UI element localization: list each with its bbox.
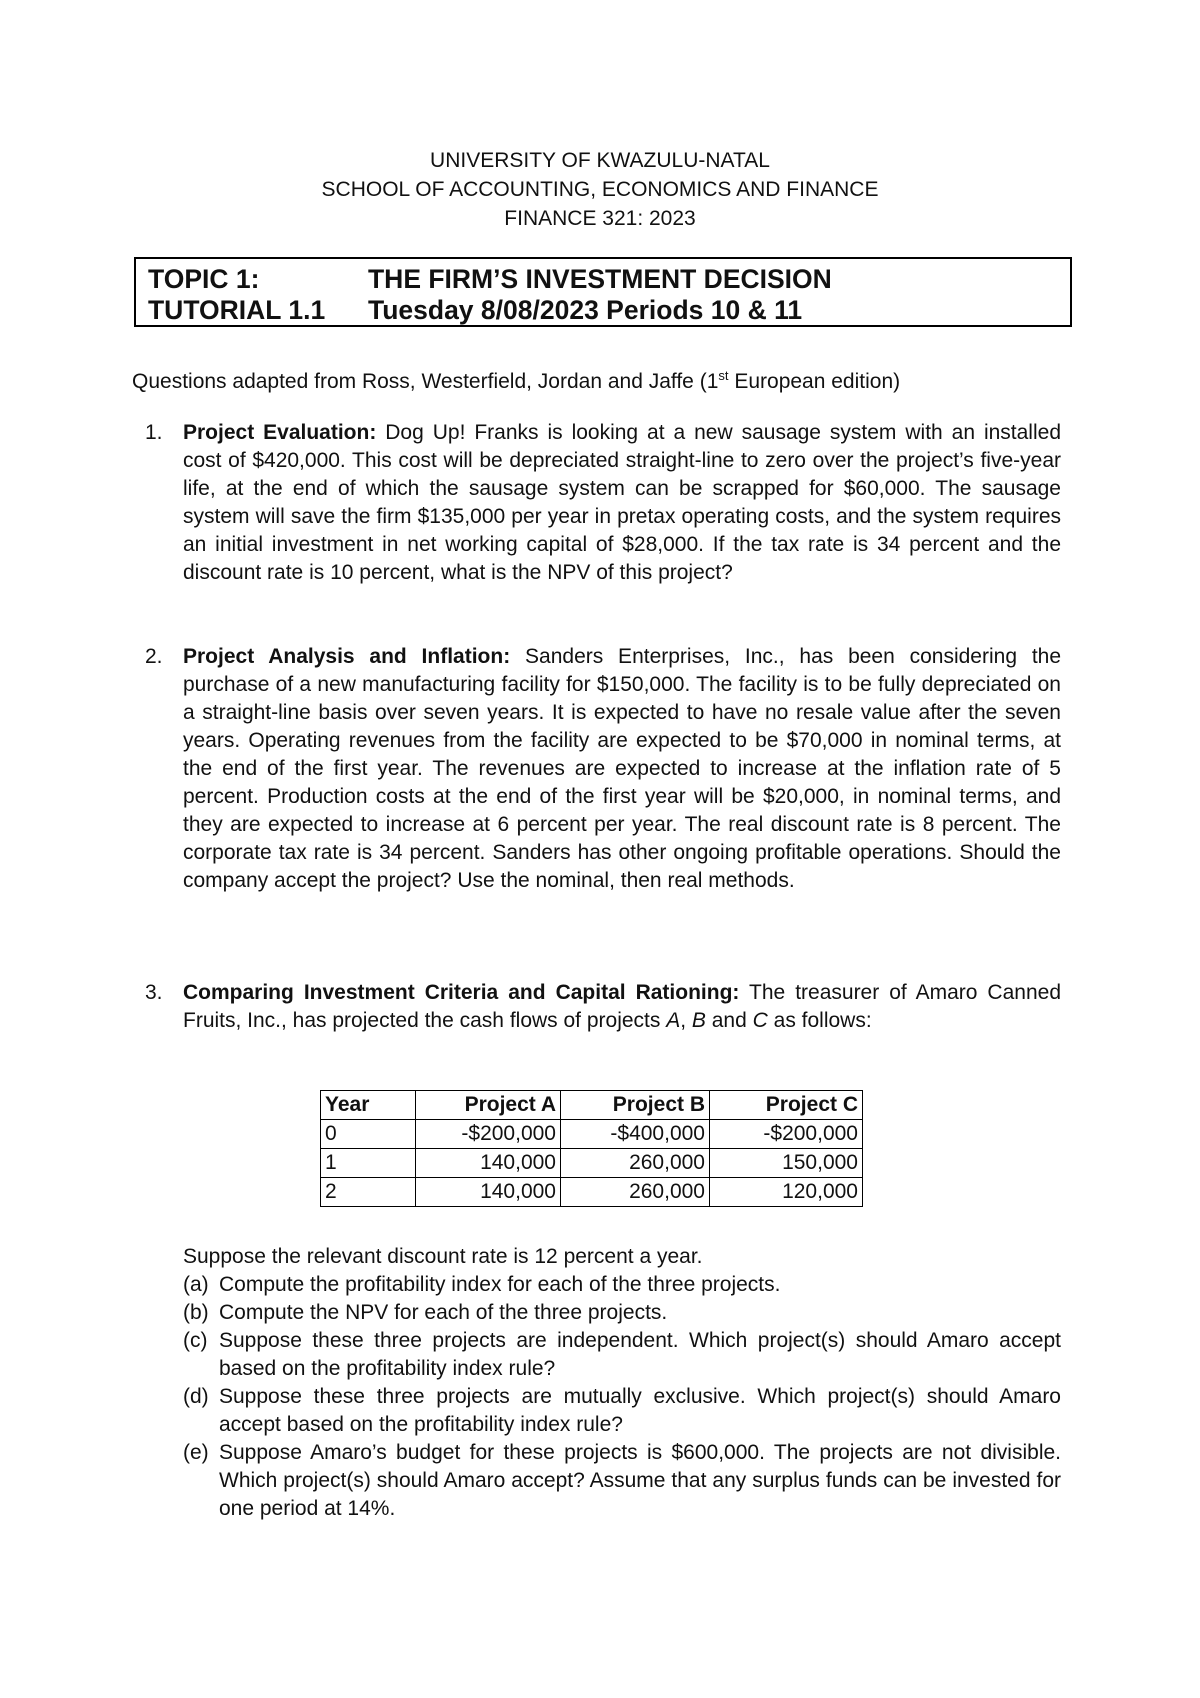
cell-project-c: -$200,000 bbox=[710, 1120, 863, 1149]
cell-project-b: 260,000 bbox=[561, 1178, 710, 1207]
question-title: Project Evaluation: bbox=[183, 421, 377, 444]
question-body bbox=[183, 979, 1061, 1035]
header-project-b: Project B bbox=[561, 1091, 710, 1120]
cell-project-a: -$200,000 bbox=[416, 1120, 561, 1149]
question-text-end: as follows: bbox=[767, 1009, 872, 1032]
topic-box bbox=[134, 257, 1072, 327]
header-year: Year bbox=[321, 1091, 416, 1120]
question-body bbox=[183, 643, 1061, 895]
cell-project-a: 140,000 bbox=[416, 1178, 561, 1207]
question-2 bbox=[145, 643, 1061, 895]
cell-year: 2 bbox=[321, 1178, 416, 1207]
project-b-ref: B bbox=[691, 1009, 706, 1032]
topic-title: THE FIRM’S INVESTMENT DECISION bbox=[368, 264, 832, 294]
question-3-parts bbox=[183, 1243, 1061, 1523]
topic-label: TOPIC 1: bbox=[148, 264, 260, 294]
school-name: SCHOOL OF ACCOUNTING, ECONOMICS AND FINANCE bbox=[321, 178, 879, 201]
part-text: Suppose Amaro’s budget for these projects is $600,000. The projects are not divisible. Which project(s) should Amaro accept? Assume that any surplus funds can be invested for one period at 14%. bbox=[219, 1441, 1061, 1520]
question-number: 2. bbox=[145, 645, 163, 668]
part-label: (a) bbox=[183, 1273, 209, 1296]
header-project-a: Project A bbox=[416, 1091, 561, 1120]
cash-flow-table bbox=[320, 1090, 863, 1207]
tutorial-row bbox=[148, 294, 802, 326]
part-e bbox=[183, 1439, 1061, 1523]
parts-intro: Suppose the relevant discount rate is 12 percent a year. bbox=[183, 1245, 703, 1268]
part-label: (b) bbox=[183, 1301, 209, 1324]
part-a bbox=[183, 1271, 1061, 1299]
project-c-ref: C bbox=[752, 1009, 768, 1032]
header-project-c: Project C bbox=[710, 1091, 863, 1120]
part-label: (e) bbox=[183, 1441, 209, 1464]
table-row bbox=[321, 1178, 863, 1207]
question-3 bbox=[145, 979, 1061, 1035]
part-label: (c) bbox=[183, 1329, 208, 1352]
question-body bbox=[183, 419, 1061, 587]
question-number: 3. bbox=[145, 981, 163, 1004]
topic-row bbox=[148, 263, 832, 295]
question-title: Comparing Investment Criteria and Capital Rationing: bbox=[183, 981, 740, 1004]
table-row bbox=[321, 1120, 863, 1149]
part-text: Suppose these three projects are mutually exclusive. Which project(s) should Amaro accept based on the profitability index rule? bbox=[219, 1385, 1061, 1436]
course-code: FINANCE 321: 2023 bbox=[504, 207, 696, 230]
cell-year: 1 bbox=[321, 1149, 416, 1178]
cell-project-c: 150,000 bbox=[710, 1149, 863, 1178]
part-label: (d) bbox=[183, 1385, 209, 1408]
question-text: Sanders Enterprises, Inc., has been considering the purchase of a new manufacturing facility for $150,000. The facility is to be fully depreciated on a straight-line basis over seven years. It is expected to have no resale value after the seven years. Operating revenues from the facility are expected to be $70,000 in nominal terms, at the end of the first year. The revenues are expected to increase at the inflation rate of 5 percent. Production costs at the end of the first year will be $20,000, in nominal terms, and they are expected to increase at 6 percent per year. The real discount rate is 8 percent. The corporate tax rate is 34 percent. Sanders has other ongoing profitable operations. Should the company accept the project? Use the nominal, then real methods. bbox=[183, 645, 1062, 892]
table-row bbox=[321, 1149, 863, 1178]
part-text: Compute the NPV for each of the three projects. bbox=[219, 1301, 668, 1324]
source-text-pre: Questions adapted from Ross, Westerfield, Jordan and Jaffe (1 bbox=[132, 370, 719, 393]
source-text-post: European edition) bbox=[728, 370, 901, 393]
tutorial-details: Tuesday 8/08/2023 Periods 10 & 11 bbox=[368, 295, 803, 325]
part-c bbox=[183, 1327, 1061, 1383]
separator: and bbox=[705, 1009, 753, 1032]
source-superscript: st bbox=[718, 368, 729, 383]
question-1 bbox=[145, 419, 1061, 587]
cell-project-a: 140,000 bbox=[416, 1149, 561, 1178]
question-text: The treasurer of Amaro Canned Fruits, Inc., has projected the cash flows of projects bbox=[183, 981, 1061, 1032]
question-text: Dog Up! Franks is looking at a new sausage system with an installed cost of $420,000. This cost will be depreciated straight-line to zero over the project’s five-year life, at the end of which the sausage system can be scrapped for $60,000. The sausage system will save the firm $135,000 per year in pretax operating costs, and the system requires an initial investment in net working capital of $28,000. If the tax rate is 34 percent and the discount rate is 10 percent, what is the NPV of this project? bbox=[183, 421, 1061, 584]
cell-project-b: 260,000 bbox=[561, 1149, 710, 1178]
question-number: 1. bbox=[145, 421, 163, 444]
cell-project-c: 120,000 bbox=[710, 1178, 863, 1207]
source-note bbox=[132, 362, 900, 396]
table-header-row bbox=[321, 1091, 863, 1120]
question-title: Project Analysis and Inflation: bbox=[183, 645, 511, 668]
part-d bbox=[183, 1383, 1061, 1439]
project-a-ref: A bbox=[666, 1009, 681, 1032]
part-b bbox=[183, 1299, 1061, 1327]
document-header bbox=[0, 146, 1200, 233]
part-text: Compute the profitability index for each of the three projects. bbox=[219, 1273, 781, 1296]
university-name: UNIVERSITY OF KWAZULU-NATAL bbox=[430, 149, 770, 172]
part-text: Suppose these three projects are independent. Which project(s) should Amaro accept based on the profitability index rule? bbox=[219, 1329, 1061, 1380]
separator: , bbox=[680, 1009, 692, 1032]
cell-project-b: -$400,000 bbox=[561, 1120, 710, 1149]
cell-year: 0 bbox=[321, 1120, 416, 1149]
tutorial-label: TUTORIAL 1.1 bbox=[148, 295, 326, 325]
